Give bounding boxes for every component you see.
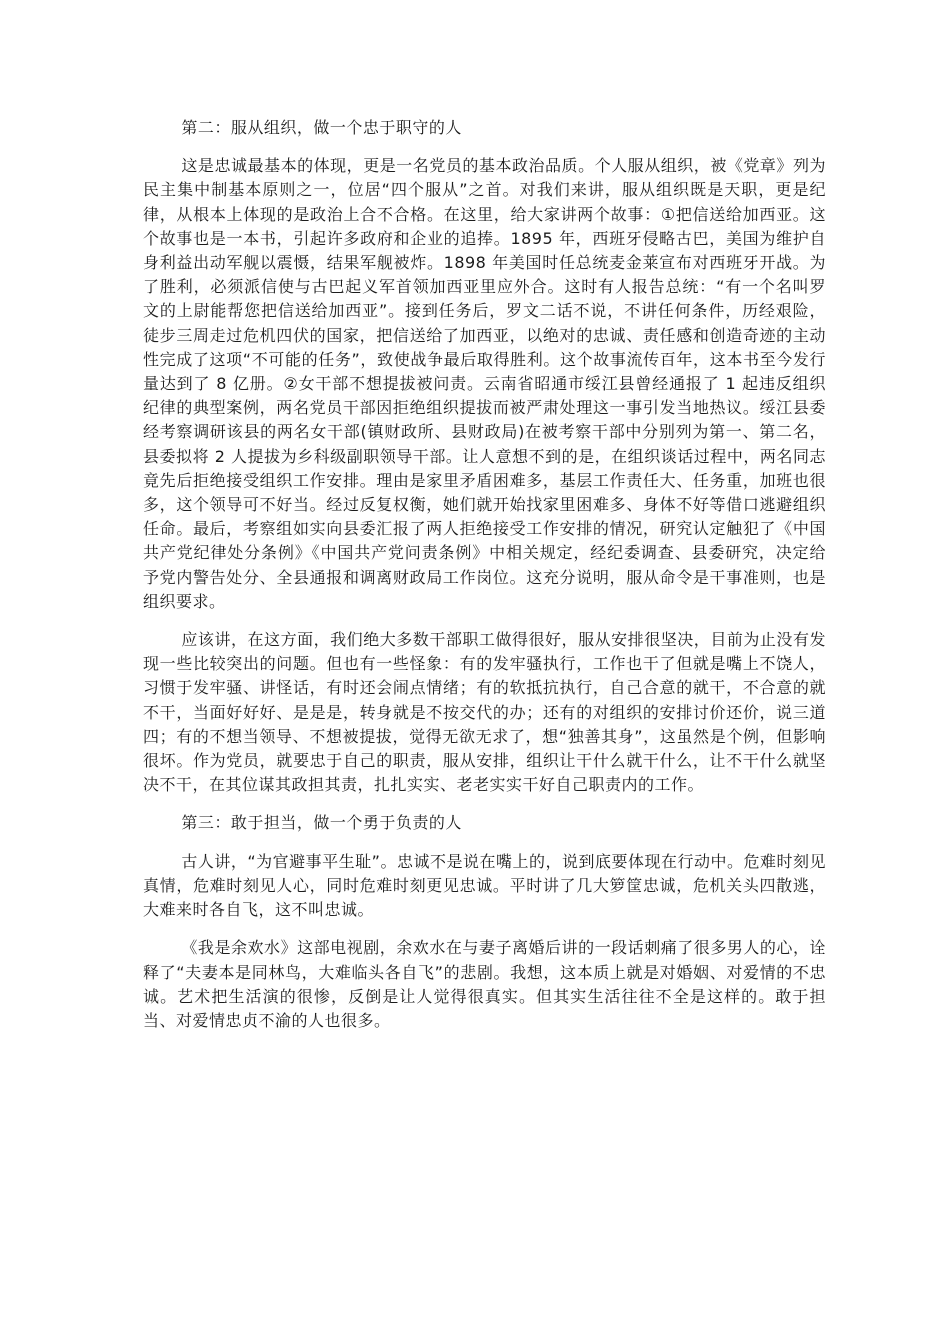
paragraph-cadre-attitudes: 应该讲，在这方面，我们绝大多数干部职工做得很好，服从安排很坚决，目前为止没有发现一些比较突出的问题。但也有一些怪象：有的发牢骚执行，工作也干了但就是嘴上不饶人，习惯于发牢骚、讲怪话，有时还会闹点情绪；有的软抵抗执行，自己合意的就干，不合意的就不干，当面好好好、是是是，转身就是不按交代的办；还有的对组织的安排讨价还价，说三道四；有的不想当领导、不想被提拔，觉得无欲无求了，想“独善其身”，这虽然是个例，但影响很坏。作为党员，就要忠于自己的职责，服从安排，组织让干什么就干什么，让不干什么就坚决不干，在其位谋其政担其责，扎扎实实、老老实实干好自己职责内的工作。 bbox=[143, 630, 826, 795]
paragraph-ancient-saying: 古人讲，“为官避事平生耻”。忠诚不是说在嘴上的，说到底要体现在行动中。危难时刻见真情，危难时刻见人心，同时危难时刻更见忠诚。平时讲了几大箩筐忠诚，危机关头四散逃，大难来时各自飞，这不叫忠诚。 bbox=[143, 851, 826, 920]
paragraph-obey-organization-stories: 这是忠诚最基本的体现，更是一名党员的基本政治品质。个人服从组织，被《党章》列为民主集中制基本原则之一，位居“四个服从”之首。对我们来讲，服从组织既是天职，更是纪律，从根本上体现的是政治上合不合格。在这里，给大家讲两个故事：①把信送给加西亚。这个故事也是一本书，引起许多政府和企业的追捧。1895 年，西班牙侵略古巴，美国为维护自身利益出动军舰以震慑，结果军舰被炸。1898 年美国时任总统麦金莱宣布对西班牙开战。为了胜利，必须派信使与古巴起义军首领加西亚里应外合。这时有人报告总统：“有一个名叫罗文的上尉能帮您把信送给加西亚”。接到任务后，罗文二话不说，不讲任何条件，历经艰险，徒步三周走过危机四伏的国家，把信送给了加西亚，以绝对的忠诚、责任感和创造奇迹的主动性完成了这项“不可能的任务”，致使战争最后取得胜利。这个故事流传百年，这本书至今发行量达到了 8 亿册。②女干部不想提拔被问责。云南省昭通市绥江县曾经通报了 1 起违反组织纪律的典型案例，两名党员干部因拒绝组织提拔而被严肃处理这一事引发当地热议。绥江县委经考察调研该县的两名女干部(镇财政所、县财政局)在被考察干部中分别列为第一、第二名，县委拟将 2 人提拔为乡科级副职领导干部。让人意想不到的是，在组织谈话过程中，两名同志竟先后拒绝接受组织工作安排。理由是家里矛盾困难多，基层工作责任大、任务重，加班也很多，这个领导可不好当。经过反复权衡，她们就开始找家里困难多、身体不好等借口逃避组织任命。最后，考察组如实向县委汇报了两人拒绝接受工作安排的情况，研究认定触犯了《中国共产党纪律处分条例》《中国共产党问责条例》中相关规定，经纪委调查、县委研究，决定给予党内警告处分、全县通报和调离财政局工作岗位。这充分说明，服从命令是干事准则，也是组织要求。 bbox=[143, 156, 826, 611]
section-heading-obey-organization: 第二：服从组织，做一个忠于职守的人 bbox=[181, 118, 462, 137]
document-body bbox=[143, 116, 826, 1047]
paragraph-tv-drama: 《我是余欢水》这部电视剧，余欢水在与妻子离婚后讲的一段话刺痛了很多男人的心，诠释了“夫妻本是同林鸟，大难临头各自飞”的悲剧。我想，这本质上就是对婚姻、对爱情的不忠诚。艺术把生活演的很惨，反倒是让人觉得很真实。但其实生活往往不全是这样的。敢于担当、对爱情忠贞不渝的人也很多。 bbox=[143, 938, 826, 1030]
section-heading-take-responsibility: 第三：敢于担当，做一个勇于负责的人 bbox=[181, 813, 462, 833]
